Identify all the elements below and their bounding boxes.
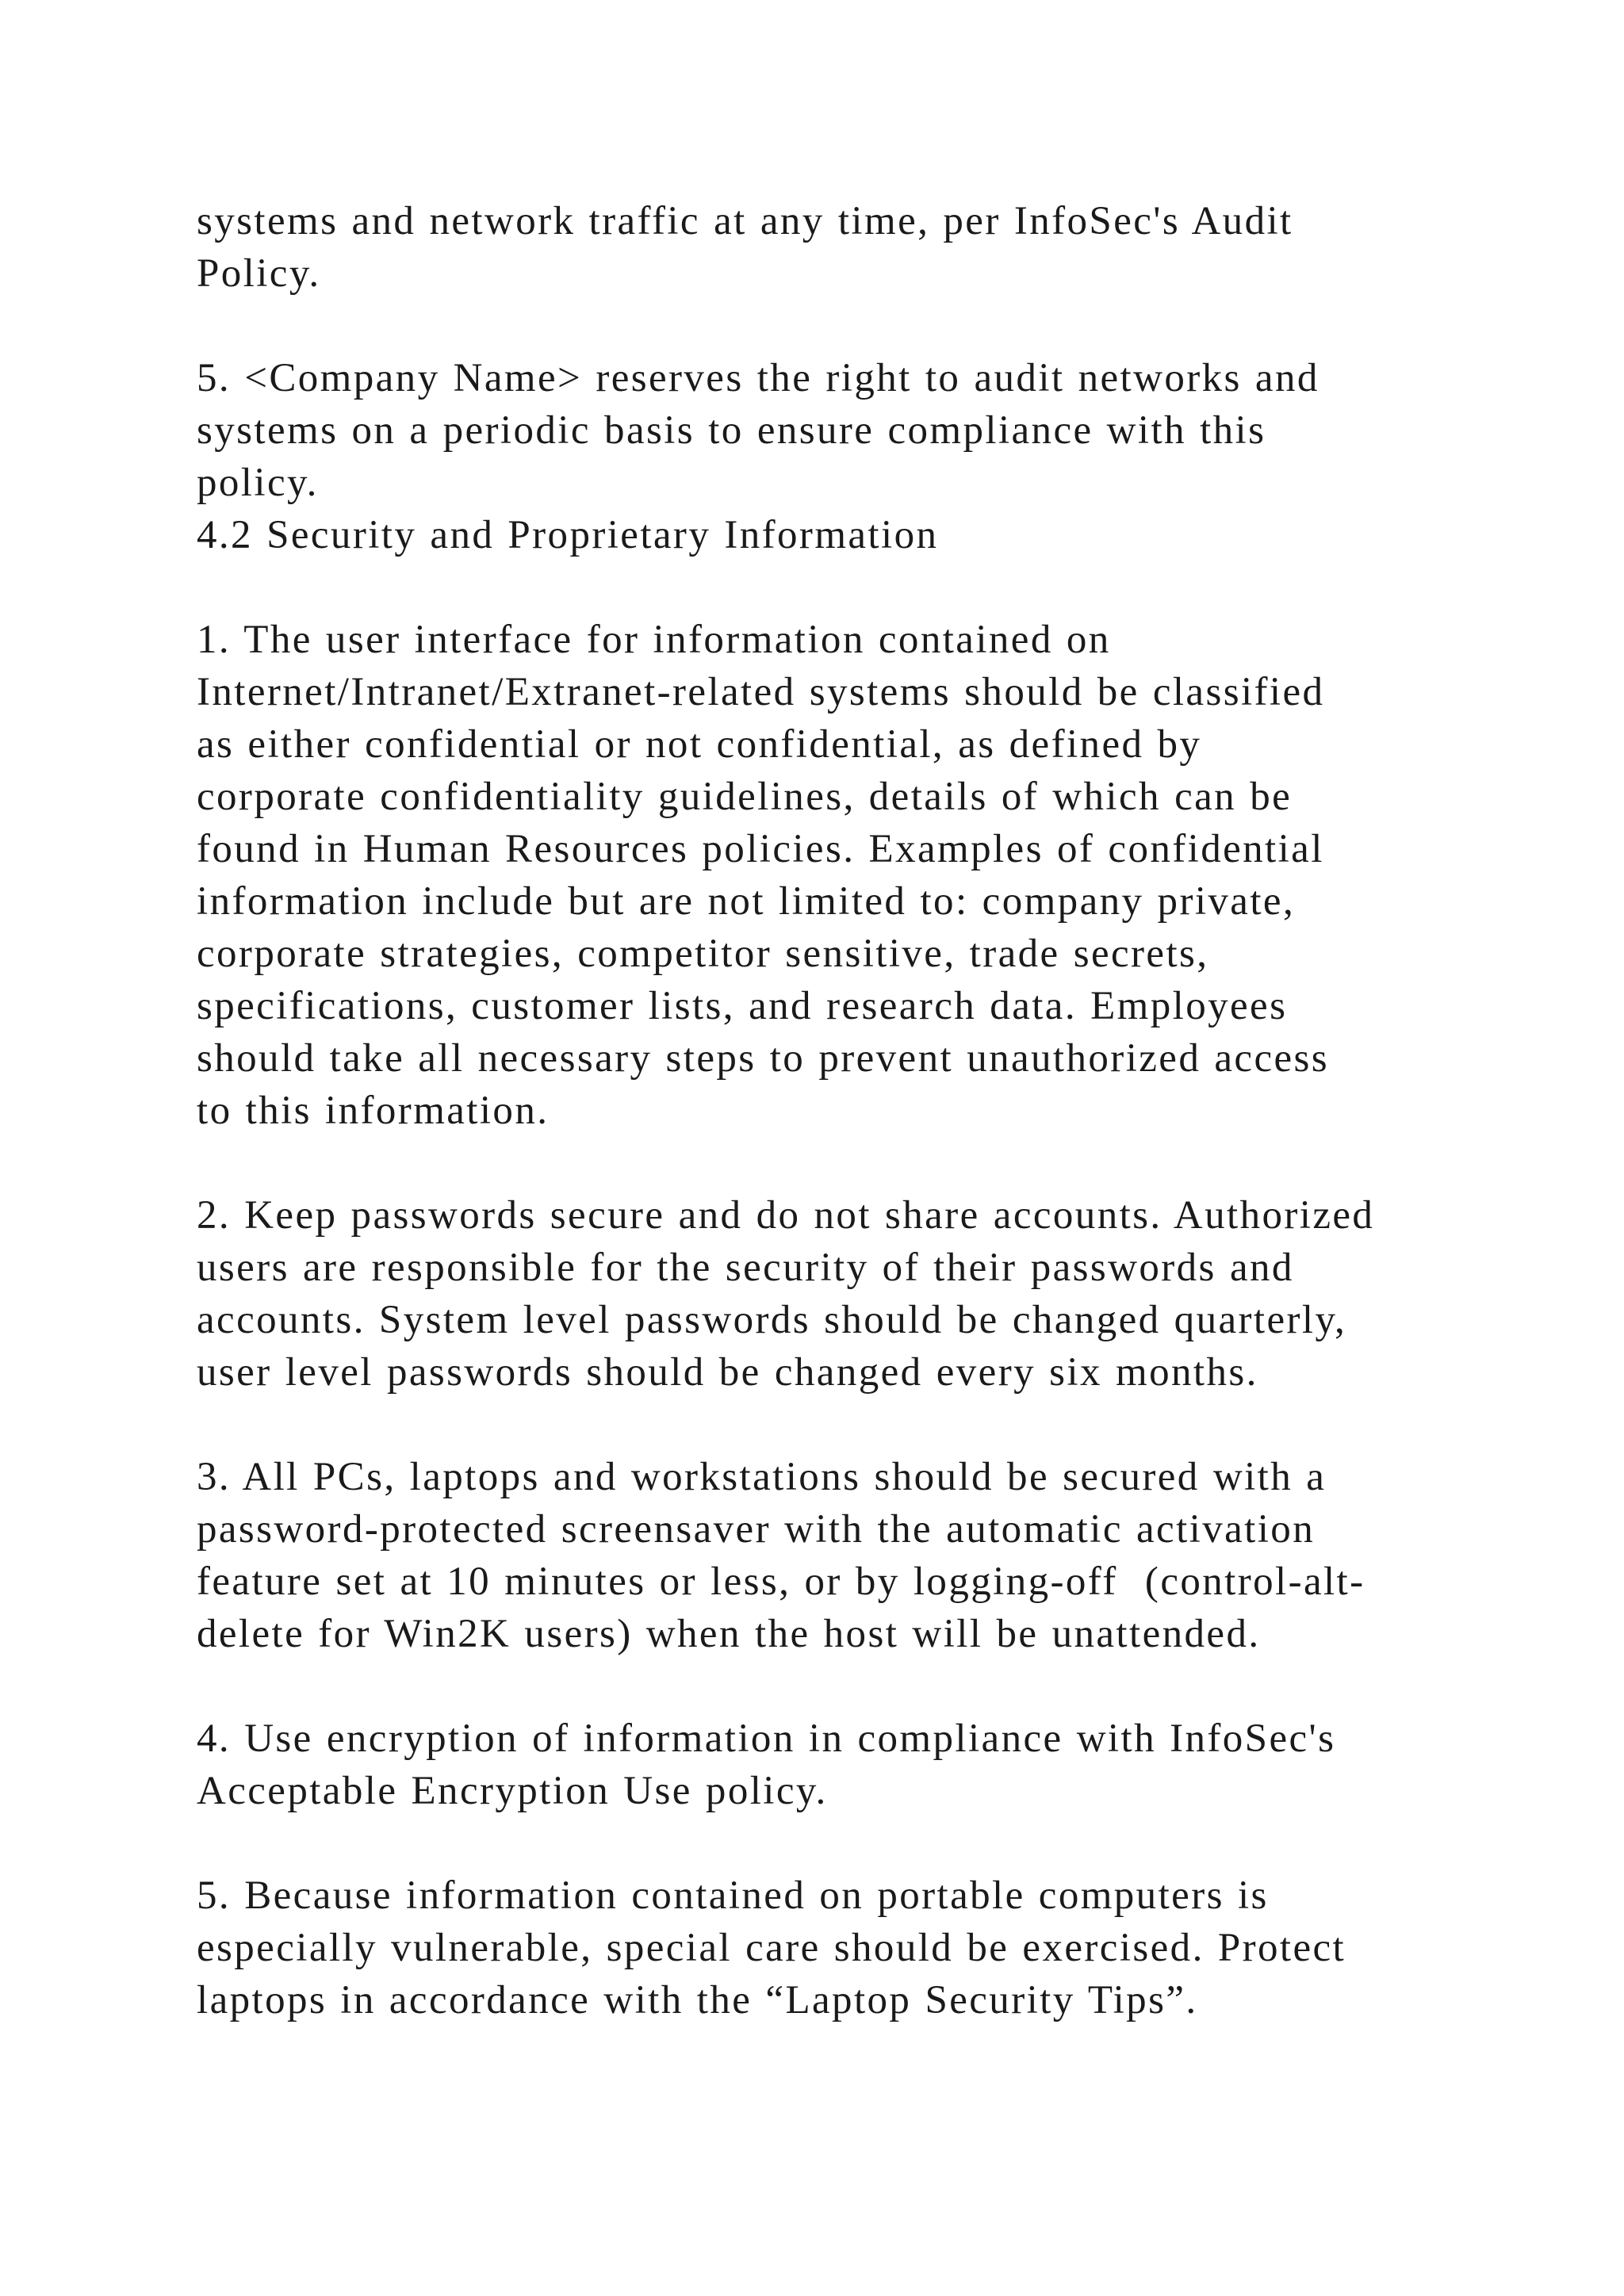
text-line: 3. All PCs, laptops and workstations should be secured with a <box>197 1455 1327 1499</box>
paragraph-spacer <box>197 1817 1561 1869</box>
section-title: 4.2 Security and Proprietary Information <box>197 513 939 557</box>
text-line: 5. Because information contained on portable computers is <box>197 1873 1269 1918</box>
paragraph-item-4-encryption <box>197 1712 1561 1817</box>
text-line: 2. Keep passwords secure and do not share accounts. Authorized <box>197 1193 1375 1238</box>
text-line: Acceptable Encryption Use policy. <box>197 1769 828 1813</box>
section-heading-4-2 <box>197 509 1561 561</box>
document-body <box>197 195 1561 2026</box>
text-line: delete for Win2K users) when the host will be unattended. <box>197 1612 1261 1656</box>
text-line: 4. Use encryption of information in compliance with InfoSec's <box>197 1716 1336 1761</box>
text-line: user level passwords should be changed every six months. <box>197 1350 1258 1395</box>
text-line: accounts. System level passwords should be changed quarterly, <box>197 1298 1347 1342</box>
text-line: password-protected screensaver with the automatic activation <box>197 1507 1316 1552</box>
paragraph-spacer <box>197 1660 1561 1712</box>
text-line: feature set at 10 minutes or less, or by logging-off (control-alt- <box>197 1559 1365 1604</box>
text-line: Policy. <box>197 251 321 296</box>
paragraph-item-1-confidential-info <box>197 614 1561 1137</box>
text-line: corporate strategies, competitor sensitive, trade secrets, <box>197 932 1209 976</box>
text-line: Internet/Intranet/Extranet-related systems should be classified <box>197 670 1325 714</box>
paragraph-item-3-screensaver <box>197 1451 1561 1660</box>
text-line: found in Human Resources policies. Examples of confidential <box>197 827 1324 871</box>
paragraph-item-5-audit-rights <box>197 352 1561 509</box>
paragraph-item-2-passwords <box>197 1189 1561 1399</box>
text-line: to this information. <box>197 1089 550 1133</box>
text-line: as either confidential or not confidential, as defined by <box>197 722 1202 767</box>
paragraph-audit-policy-tail <box>197 195 1561 300</box>
text-line: policy. <box>197 461 319 505</box>
paragraph-spacer <box>197 300 1561 352</box>
paragraph-spacer <box>197 1137 1561 1189</box>
text-line: should take all necessary steps to prevent unauthorized access <box>197 1036 1330 1081</box>
text-line: systems and network traffic at any time, per InfoSec's Audit <box>197 199 1293 243</box>
text-line: specifications, customer lists, and research data. Employees <box>197 984 1288 1028</box>
paragraph-spacer <box>197 561 1561 614</box>
text-line: especially vulnerable, special care should be exercised. Protect <box>197 1926 1346 1970</box>
paragraph-item-5-portable-computers <box>197 1869 1561 2026</box>
paragraph-spacer <box>197 1399 1561 1451</box>
text-line: systems on a periodic basis to ensure compliance with this <box>197 408 1266 453</box>
text-line: information include but are not limited to: company private, <box>197 879 1296 924</box>
text-line: users are responsible for the security of their passwords and <box>197 1246 1294 1290</box>
text-line: laptops in accordance with the “Laptop Security Tips”. <box>197 1978 1198 2022</box>
text-line: 1. The user interface for information contained on <box>197 618 1111 662</box>
text-line: corporate confidentiality guidelines, details of which can be <box>197 775 1293 819</box>
text-line: 5. <Company Name> reserves the right to audit networks and <box>197 356 1320 400</box>
